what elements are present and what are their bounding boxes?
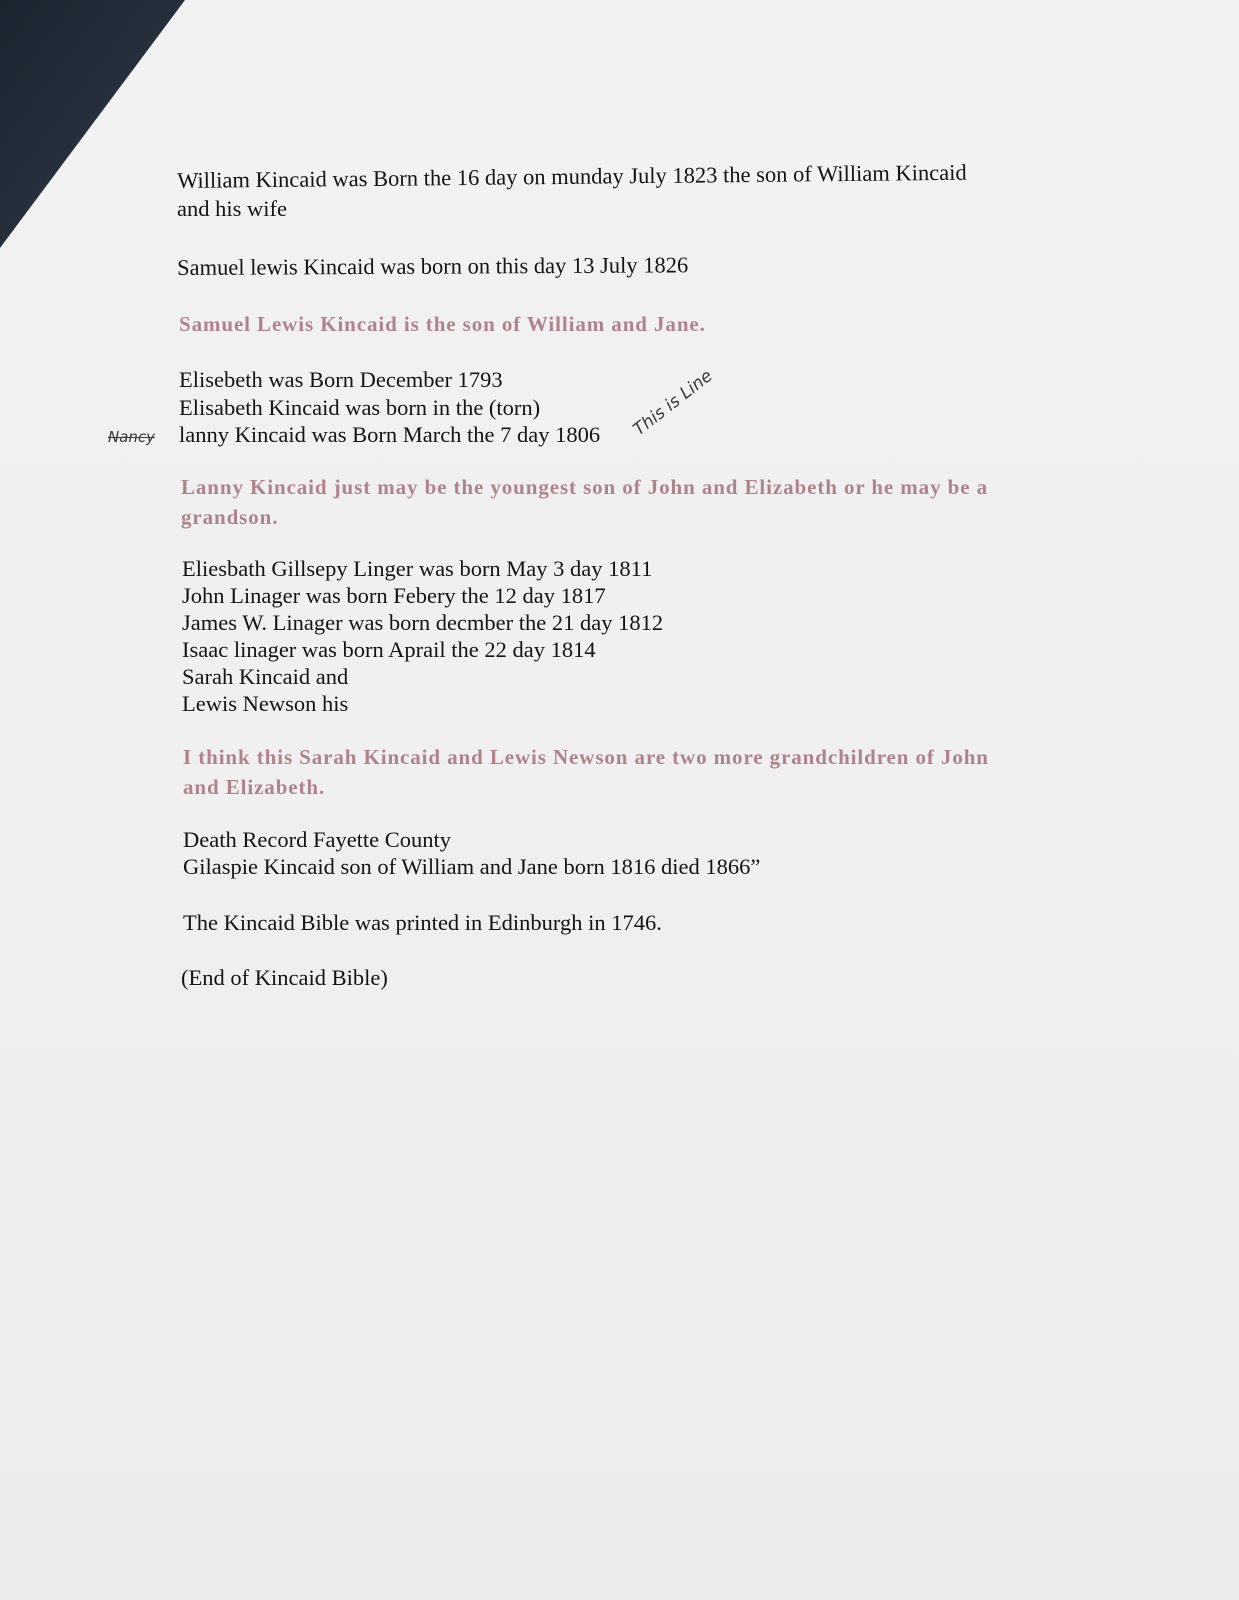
entry-lanny: lanny Kincaid was Born March the 7 day 1806	[179, 422, 601, 447]
entry-samuel: Samuel lewis Kincaid was born on this day 13 July 1826	[177, 252, 689, 280]
linager-item-2: John Linager was born Febery the 12 day 1817	[182, 583, 606, 608]
death-record-title: Death Record Fayette County	[183, 827, 452, 852]
end-of-bible: (End of Kincaid Bible)	[181, 965, 388, 990]
note-lanny-line2: grandson.	[181, 505, 279, 529]
linager-item-6: Lewis Newson his	[182, 691, 349, 716]
linager-item-1: Eliesbath Gillsepy Linger was born May 3 day 1811	[182, 556, 653, 581]
linager-item-5: Sarah Kincaid and	[182, 664, 349, 689]
handwritten-margin-name: Nancy	[108, 428, 156, 446]
linager-item-4: Isaac linager was born Aprail the 22 day 1814	[182, 637, 596, 662]
corner-shadow	[0, 0, 200, 250]
note-sarah-line2: and Elizabeth.	[183, 775, 326, 799]
death-record-entry: Gilaspie Kincaid son of William and Jane born 1816 died 1866”	[183, 854, 761, 879]
linager-item-3: James W. Linager was born decmber the 21 day 1812	[182, 610, 664, 635]
entry-william-line2: and his wife	[177, 196, 287, 221]
bible-printed: The Kincaid Bible was printed in Edinburgh in 1746.	[183, 910, 662, 935]
note-sarah-line1: I think this Sarah Kincaid and Lewis Newson are two more grandchildren of John	[183, 745, 989, 769]
note-samuel: Samuel Lewis Kincaid is the son of William and Jane.	[179, 312, 706, 336]
handwritten-side-note: This is Line	[629, 366, 717, 440]
entry-william-line1: William Kincaid was Born the 16 day on munday July 1823 the son of William Kincaid	[177, 159, 967, 193]
entry-elisebeth: Elisebeth was Born December 1793	[179, 367, 503, 392]
note-lanny-line1: Lanny Kincaid just may be the youngest son of John and Elizabeth or he may be a	[181, 475, 988, 499]
entry-elisabeth: Elisabeth Kincaid was born in the (torn)	[179, 395, 541, 420]
